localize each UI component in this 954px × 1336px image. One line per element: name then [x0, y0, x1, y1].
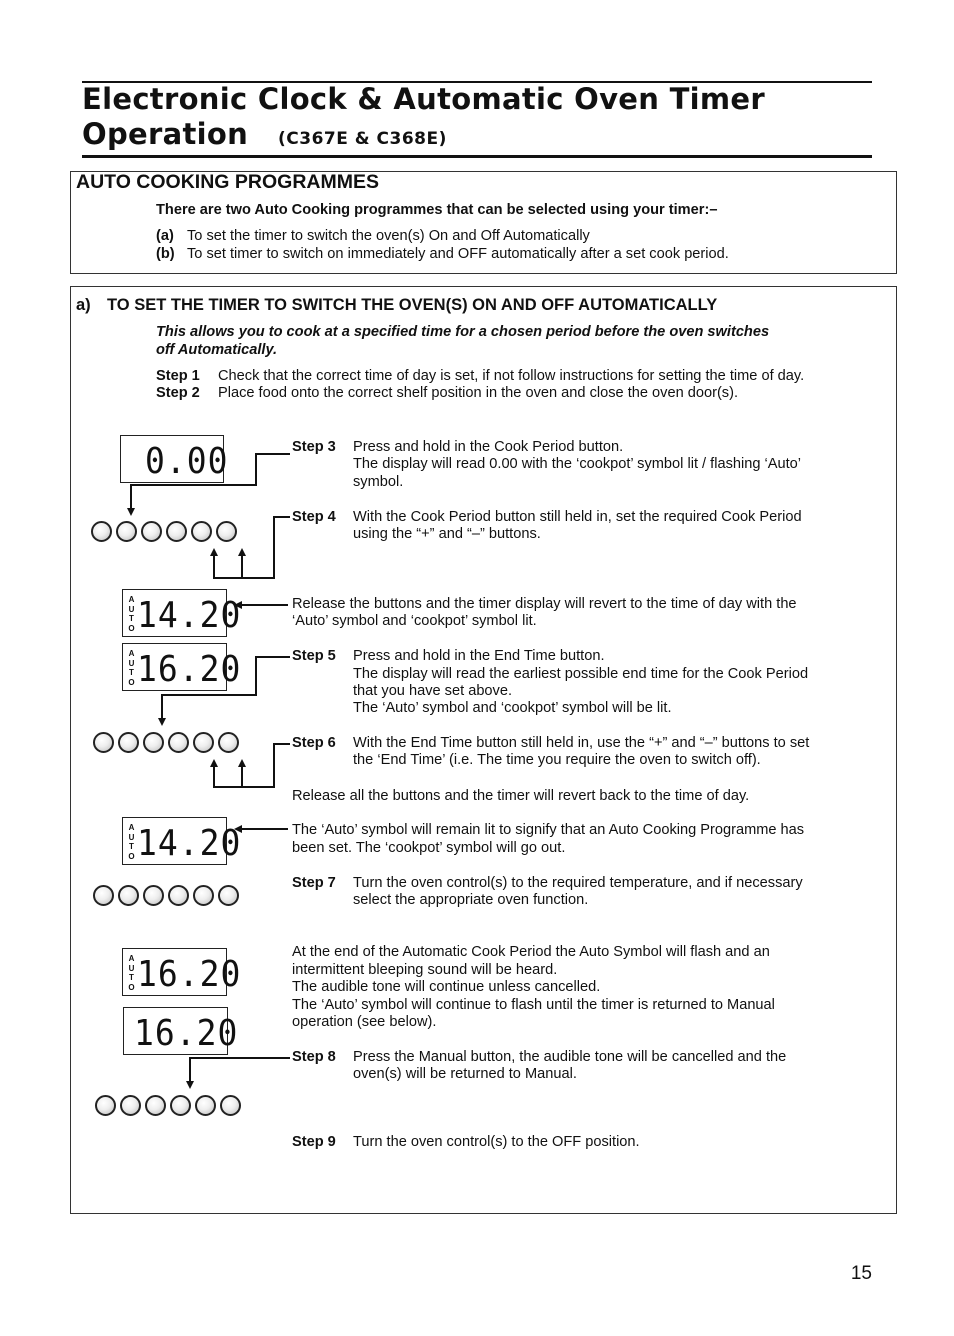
step7-line2: select the appropriate oven function. [353, 892, 589, 908]
auto-lit-line2: been set. The ‘cookpot’ symbol will go out. [292, 840, 566, 856]
step8-label: Step 8 [292, 1049, 336, 1065]
programme-a-label: (a) [156, 228, 174, 244]
auto-symbol: A U T O [128, 595, 135, 633]
programme-a-text: To set the timer to switch the oven(s) On and Off Automatically [187, 228, 590, 244]
step6-label: Step 6 [292, 735, 336, 751]
step4-line1: With the Cook Period button still held in, set the required Cook Period [353, 509, 802, 525]
page-number: 15 [850, 1263, 872, 1284]
step7-line1: Turn the oven control(s) to the required temperature, and if necessary [353, 875, 803, 891]
arrow-step8 [190, 1058, 290, 1085]
section-a-heading-label: a) [76, 296, 91, 314]
auto-lit-line1: The ‘Auto’ symbol will remain lit to signify that an Auto Cooking Programme has [292, 822, 805, 838]
step3-label: Step 3 [292, 439, 336, 455]
page-title-operation: Operation [82, 117, 249, 151]
auto-symbol: A U T O [128, 823, 135, 861]
display-digits: 16.20 [137, 647, 242, 690]
section-a-intro-line1: This allows you to cook at a specified time for a chosen period before the oven switches [156, 324, 770, 340]
step5-line3: that you have set above. [353, 683, 513, 699]
step9-text: Turn the oven control(s) to the OFF position. [353, 1134, 640, 1150]
step1-label: Step 1 [156, 368, 200, 384]
end-line1: At the end of the Automatic Cook Period the Auto Symbol will flash and an [292, 944, 770, 960]
end-line3: The audible tone will continue unless cancelled. [292, 979, 601, 995]
step2-text: Place food onto the correct shelf position in the oven and close the oven door(s). [218, 385, 739, 401]
display-digits: 0.00 [145, 439, 229, 482]
step5-line1: Press and hold in the End Time button. [353, 648, 605, 664]
step2-label: Step 2 [156, 385, 200, 401]
bracket-step4 [214, 517, 290, 578]
step5-label: Step 5 [292, 648, 336, 664]
release1-line1: Release the buttons and the timer display will revert to the time of day with the [292, 596, 797, 612]
arrow-step5 [162, 657, 290, 722]
section-a-heading: TO SET THE TIMER TO SWITCH THE OVEN(S) ON AND OFF AUTOMATICALLY [107, 296, 718, 314]
step3-line2: The display will read 0.00 with the ‘cookpot’ symbol lit / flashing ‘Auto’ [353, 456, 802, 472]
step3-line3: symbol. [353, 474, 404, 490]
step5-line4: The ‘Auto’ symbol and ‘cookpot’ symbol will be lit. [353, 700, 672, 716]
bracket-step6 [214, 744, 290, 787]
step3-line1: Press and hold in the Cook Period button. [353, 439, 624, 455]
model-numbers: (C367E & C368E) [278, 129, 447, 149]
end-line4: The ‘Auto’ symbol will continue to flash until the timer is returned to Manual [292, 997, 775, 1013]
step4-label: Step 4 [292, 509, 336, 525]
step6-line2: the ‘End Time’ (i.e. The time you require the oven to switch off). [353, 752, 761, 768]
release2-text: Release all the buttons and the timer will revert back to the time of day. [292, 788, 750, 804]
programme-b-label: (b) [156, 246, 175, 262]
end-line2: intermittent bleeping sound will be heard. [292, 962, 558, 978]
step5-line2: The display will read the earliest possible end time for the Cook Period [353, 666, 809, 682]
step4-line2: using the “+” and “–” buttons. [353, 526, 541, 542]
auto-programmes-heading: AUTO COOKING PROGRAMMES [76, 171, 379, 193]
auto-symbol: A U T O [128, 649, 135, 687]
step8-line1: Press the Manual button, the audible tone will be cancelled and the [353, 1049, 787, 1065]
auto-symbol-flashing: A U T O [128, 954, 135, 992]
step6-line1: With the End Time button still held in, use the “+” and “–” buttons to set [353, 735, 810, 751]
auto-programmes-intro: There are two Auto Cooking programmes that can be selected using your timer:– [156, 202, 718, 218]
programme-b-text: To set timer to switch on immediately and OFF automatically after a set cook period. [187, 246, 729, 262]
arrow-step3 [131, 454, 290, 512]
end-line5: operation (see below). [292, 1014, 437, 1030]
step8-line2: oven(s) will be returned to Manual. [353, 1066, 577, 1082]
display-digits: 14.20 [137, 593, 242, 636]
page-title: Electronic Clock & Automatic Oven Timer [82, 82, 766, 116]
section-a-intro-line2: off Automatically. [156, 342, 278, 358]
display-digits: 14.20 [137, 821, 242, 864]
step1-text: Check that the correct time of day is set, if not follow instructions for setting the time of day. [218, 368, 805, 384]
display-digits: 16.20 [137, 952, 242, 995]
step7-label: Step 7 [292, 875, 336, 891]
display-digits: 16.20 [134, 1011, 239, 1054]
step9-label: Step 9 [292, 1134, 336, 1150]
release1-line2: ‘Auto’ symbol and ‘cookpot’ symbol lit. [292, 613, 537, 629]
